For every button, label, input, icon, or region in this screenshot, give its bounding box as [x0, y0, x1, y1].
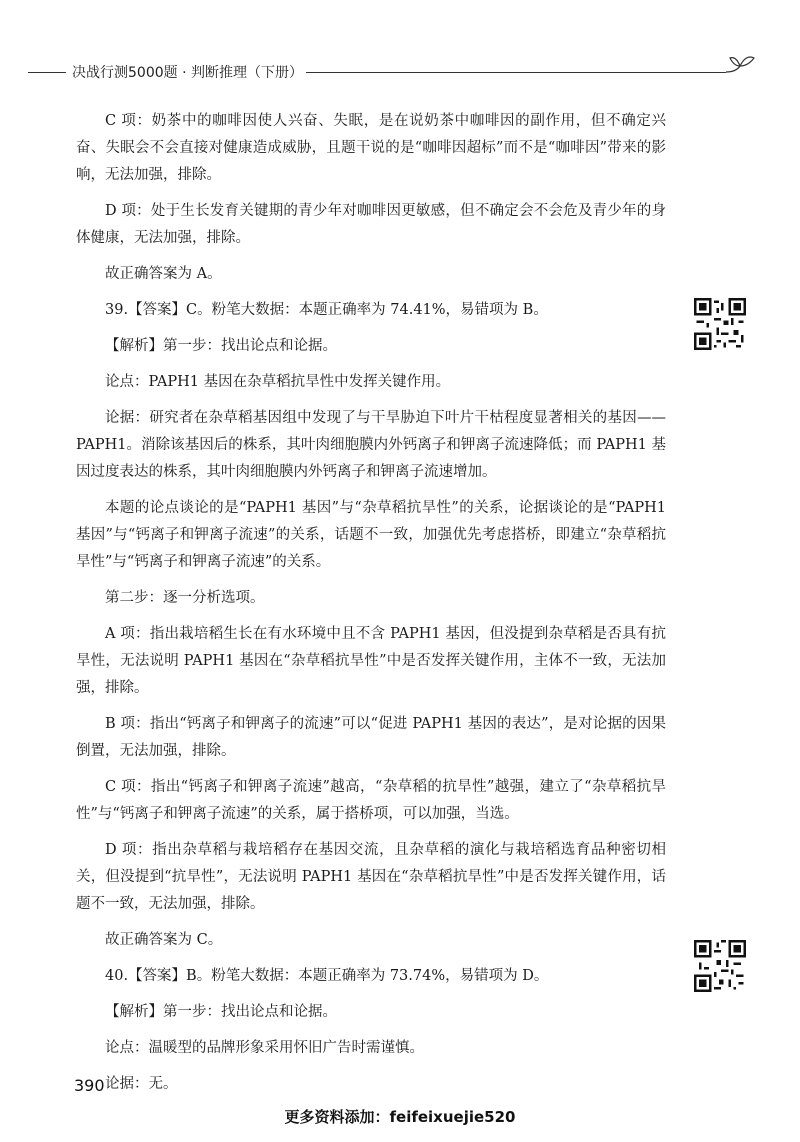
paragraph: 第二步：逐一分析选项。 — [105, 590, 265, 606]
paragraph: C 项：指出“钙离子和钾离子流速”越高，“杂草稻的抗旱性”越强，建立了“杂草稻抗旱性”与“钙离子和钾离子流速”的关系，属于搭桥项，可以加强，当选。 — [76, 779, 666, 822]
sprout-icon — [722, 50, 758, 80]
paragraph: A 项：指出栽培稻生长在有水环境中且不含 PAPH1 基因，但没提到杂草稻是否具有抗旱性，无法说明 PAPH1 基因在“杂草稻抗旱性”中是否发挥关键作用，主体不一致，无法加强，排除。 — [76, 626, 666, 696]
header-rule-left — [28, 72, 66, 73]
header-rule-right — [306, 72, 726, 73]
footer-note: 更多资料添加：feifeixuejie520 — [284, 1108, 516, 1126]
book-title: 决战行测5000题 · 判断推理（下册） — [72, 65, 303, 81]
paragraph: 故正确答案为 A。 — [105, 266, 222, 282]
paragraph: B 项：指出“钙离子和钾离子的流速”可以“促进 PAPH1 基因的表达”，是对论据的因果倒置，无法加强，排除。 — [76, 716, 666, 759]
running-header — [0, 58, 800, 88]
qr-code-icon[interactable] — [694, 298, 746, 350]
article-body — [76, 108, 666, 1107]
paragraph: 论据：无。 — [105, 1076, 178, 1092]
analysis-heading: 【解析】第一步：找出论点和论据。 — [105, 1004, 337, 1020]
paragraph: C 项：奶茶中的咖啡因使人兴奋、失眠，是在说奶茶中咖啡因的副作用，但不确定兴奋、失眠会不会直接对健康造成威胁，且题干说的是“咖啡因超标”而不是“咖啡因”带来的影响，无法加强，排除。 — [76, 113, 666, 183]
answer-heading: 39.【答案】C。粉笔大数据：本题正确率为 74.41%，易错项为 B。 — [105, 302, 548, 318]
analysis-heading: 【解析】第一步：找出论点和论据。 — [105, 338, 337, 354]
paragraph: 论据：研究者在杂草稻基因组中发现了与干旱胁迫下叶片干枯程度显著相关的基因——PAPH1。消除该基因后的株系，其叶肉细胞膜内外钙离子和钾离子流速降低；而 PAPH1 基因过度表达的株系，其叶肉细胞膜内外钙离子和钾离子流速增加。 — [76, 410, 666, 480]
paragraph: 故正确答案为 C。 — [105, 932, 223, 948]
qr-code-icon[interactable] — [694, 940, 746, 992]
paragraph: 论点：PAPH1 基因在杂草稻抗旱性中发挥关键作用。 — [105, 374, 451, 390]
answer-heading: 40.【答案】B。粉笔大数据：本题正确率为 73.74%，易错项为 D。 — [105, 968, 549, 984]
paragraph: 论点：温暖型的品牌形象采用怀旧广告时需谨慎。 — [105, 1040, 424, 1056]
page-number: 390 — [74, 1076, 105, 1095]
paragraph: D 项：处于生长发育关键期的青少年对咖啡因更敏感，但不确定会不会危及青少年的身体健康，无法加强，排除。 — [76, 203, 666, 246]
paragraph: D 项：指出杂草稻与栽培稻存在基因交流，且杂草稻的演化与栽培稻选育品种密切相关，但没提到“抗旱性”，无法说明 PAPH1 基因在“杂草稻抗旱性”中是否发挥关键作用，话题不一致，无法加强，排除。 — [76, 842, 666, 912]
paragraph: 本题的论点谈论的是“PAPH1 基因”与“杂草稻抗旱性”的关系，论据谈论的是“PAPH1 基因”与“钙离子和钾离子流速”的关系，话题不一致，加强优先考虑搭桥，即建立“杂草稻抗旱性”与“钙离子和钾离子流速”的关系。 — [76, 500, 666, 570]
